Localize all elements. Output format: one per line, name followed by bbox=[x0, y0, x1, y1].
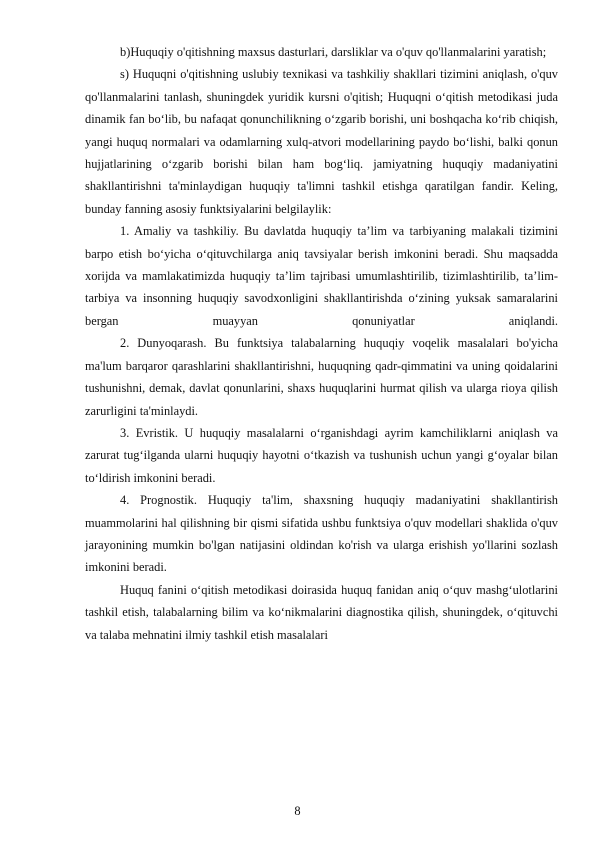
paragraph-program-materials: b)Huquqiy o'qitishning maxsus dasturlari, darsliklar va o'quv qo'llanmalarini yaratish; bbox=[120, 45, 547, 59]
paragraph-function-prognostic: 4. Prognostik. Huquqiy ta'lim, shaxsning huquqiy madaniyatini shakllantirish muammolarini hal qilishning bir qismi sifatida ushbu funktsiya o'quv modellari shaklida o'quv jarayonining mumkin bo'lgan natijasini oldindan ko'rish va ularga erishish yo'llarini sozlash imkonini beradi. bbox=[85, 493, 558, 575]
document-body bbox=[85, 41, 558, 646]
paragraph-methodology-definition: s) Huquqni o'qitishning uslubiy texnikasi va tashkiliy shakllari tizimini aniqlash, o'quv qo'llanmalarini tanlash, shuningdek yuridik kursni o'qitish; Huquqni o‘qitish metodikasi juda dinamik fan bo‘lib, bu nafaqat qonunchilikning o‘zgarib borishi, uni boshqacha ko‘rib chiqish, yangi huquq normalari va odamlarning xulq-atvori modellarining paydo bo‘lishi, balki qonun hujjatlarining o‘zgarib borishi bilan ham bog‘liq. jamiyatning huquqiy madaniyatini shakllantirishni ta'minlaydigan huquqiy ta'limni tashkil etishga qaratilgan fandir. Keling, bunday fanning asosiy funktsiyalarini belgilaylik: bbox=[85, 67, 558, 216]
paragraph-function-practical: 1. Amaliy va tashkiliy. Bu davlatda huquqiy ta’lim va tarbiyaning malakali tizimini barpo etish bo‘yicha o‘qituvchilarga aniq tavsiyalar berish imkonini beradi. Shu maqsadda xorijda va mamlakatimizda huquqiy ta’lim tajribasi umumlashtirilib, tizimlashtirilib, ta’lim-tarbiya va insonning huquqiy savodxonligini shakllantirishda o‘zining yuksak samaralarini bergan muayyan qonuniyatlar aniqlandi. bbox=[85, 224, 558, 328]
paragraph-function-heuristic: 3. Evristik. U huquqiy masalalarni o‘rganishdagi ayrim kamchiliklarni aniqlash va zarurat tug‘ilganda ularni huquqiy hayotni o‘tkazish va tushunish uchun yangi g‘oyalar bilan to‘ldirish imkonini beradi. bbox=[85, 425, 558, 485]
page-number: 8 bbox=[294, 804, 301, 818]
paragraph-methodology-scope: Huquq fanini o‘qitish metodikasi doirasida huquq fanidan aniq o‘quv mashg‘ulotlarini tashkil etish, talabalarning bilim va ko‘nikmalarini diagnostika qilish, shuningdek, o‘qituvchi va talaba mehnatini ilmiy tashkil etish masalalari bbox=[85, 582, 558, 642]
paragraph-function-worldview: 2. Dunyoqarash. Bu funktsiya talabalarning huquqiy voqelik masalalari bo'yicha ma'lum barqaror qarashlarini shakllantirishni, huquqning qadr-qimmatini va uning qoidalarini tushunishni, demak, davlat qonunlarini, shaxs huquqlarini hurmat qilish va ularga rioya qilish zarurligini ta'minlaydi. bbox=[85, 336, 558, 418]
